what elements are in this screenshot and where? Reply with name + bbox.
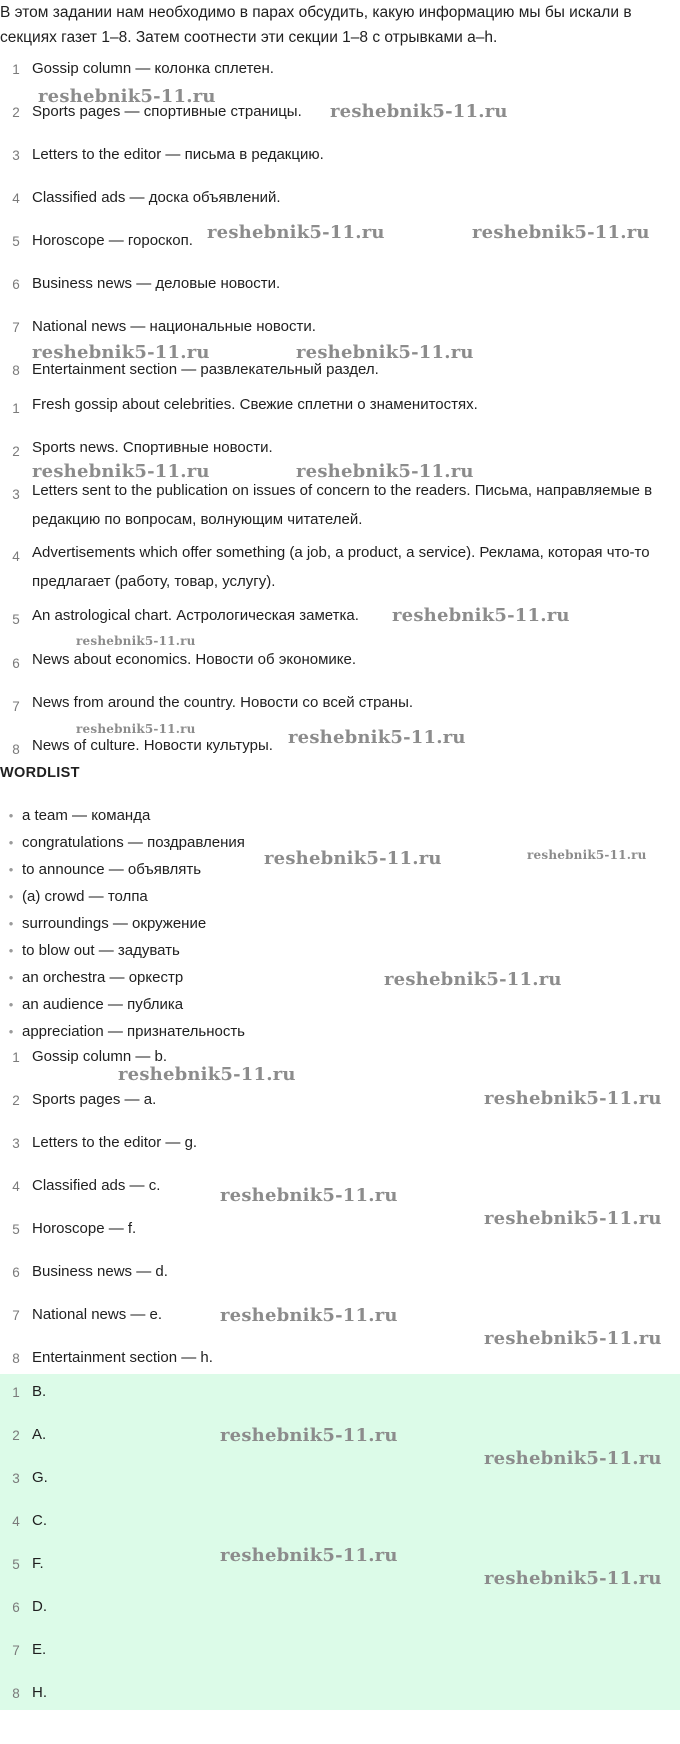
bullet-icon: • (8, 997, 14, 1012)
watermark: reshebnik5-11.ru (32, 461, 210, 482)
watermark: reshebnik5-11.ru (118, 1064, 296, 1085)
item-number: 3 (12, 148, 20, 163)
item-number: 4 (12, 549, 20, 564)
list-item (0, 991, 680, 1018)
item-text: Horoscope — гороскоп. (32, 232, 193, 249)
list-item (0, 1018, 680, 1045)
word-entry: (a) crowd — толпа (22, 888, 148, 905)
watermark: reshebnik5-11.ru (76, 634, 196, 648)
item-text: An astrological chart. Астрологическая заметка. (32, 607, 359, 624)
item-text: Sports pages — спортивные страницы. (32, 103, 302, 120)
word-entry: to blow out — задувать (22, 942, 180, 959)
watermark: reshebnik5-11.ru (296, 342, 474, 363)
item-text: H. (32, 1684, 47, 1701)
item-text: Sports news. Спортивные новости. (32, 439, 273, 456)
item-text: News of culture. Новости культуры. (32, 737, 273, 754)
watermark: reshebnik5-11.ru (527, 848, 647, 862)
item-number: 7 (12, 320, 20, 335)
definition-list (0, 390, 680, 761)
item-number: 2 (12, 1428, 20, 1443)
word-entry: an audience — публика (22, 996, 184, 1013)
wordlist-heading: WORDLIST (0, 765, 80, 781)
item-text: B. (32, 1383, 47, 1400)
item-text: Entertainment section — h. (32, 1349, 213, 1366)
list-item (0, 476, 680, 538)
item-text: Classified ads — доска объявлений. (32, 189, 281, 206)
watermark: reshebnik5-11.ru (392, 605, 570, 626)
watermark: reshebnik5-11.ru (220, 1545, 398, 1566)
list-item (0, 538, 680, 601)
list-item (0, 802, 680, 829)
item-number: 7 (12, 699, 20, 714)
bullet-icon: • (8, 1024, 14, 1039)
list-item (0, 1132, 680, 1175)
word-entry: appreciation — признательность (22, 1023, 246, 1040)
item-number: 1 (12, 1385, 20, 1400)
item-number: 2 (12, 1093, 20, 1108)
wordlist (0, 802, 680, 1045)
bullet-icon: • (8, 889, 14, 904)
list-item (0, 1261, 680, 1304)
watermark: reshebnik5-11.ru (32, 342, 210, 363)
watermark: reshebnik5-11.ru (384, 969, 562, 990)
item-text: A. (32, 1426, 47, 1443)
item-text: Business news — d. (32, 1263, 168, 1280)
item-number: 8 (12, 363, 20, 378)
list-item (0, 937, 680, 964)
list-item (0, 1639, 680, 1682)
item-text: C. (32, 1512, 47, 1529)
item-text: G. (32, 1469, 48, 1486)
bullet-icon: • (8, 862, 14, 877)
watermark: reshebnik5-11.ru (484, 1088, 662, 1109)
watermark: reshebnik5-11.ru (38, 86, 216, 107)
item-number: 6 (12, 1600, 20, 1615)
item-number: 5 (12, 1222, 20, 1237)
item-text: Advertisements which offer something (a job, a product, a service). Реклама, которая что-то предлагает (работу, товар, услугу). (32, 544, 650, 590)
item-number: 4 (12, 191, 20, 206)
item-text: Entertainment section — развлекательный раздел. (32, 361, 379, 378)
item-number: 1 (12, 401, 20, 416)
item-number: 1 (12, 62, 20, 77)
list-item (0, 390, 680, 433)
item-text: Letters sent to the publication on issues of concern to the readers. Письма, направляемые в редакцию по вопросам, волнующим читателей. (32, 482, 653, 528)
item-text: Gossip column — b. (32, 1048, 168, 1065)
item-text: National news — e. (32, 1306, 163, 1323)
item-number: 2 (12, 444, 20, 459)
list-item (0, 1046, 680, 1089)
word-entry: a team — команда (22, 807, 151, 824)
watermark: reshebnik5-11.ru (207, 222, 385, 243)
bullet-icon: • (8, 808, 14, 823)
list-item (0, 883, 680, 910)
item-number: 4 (12, 1179, 20, 1194)
list-item (0, 144, 680, 187)
list-item (0, 910, 680, 937)
watermark: reshebnik5-11.ru (330, 101, 508, 122)
watermark: reshebnik5-11.ru (264, 848, 442, 869)
bullet-icon: • (8, 943, 14, 958)
item-text: E. (32, 1641, 47, 1658)
bullet-icon: • (8, 970, 14, 985)
item-number: 8 (12, 742, 20, 757)
word-entry: congratulations — поздравления (22, 834, 245, 851)
word-entry: to announce — объявлять (22, 861, 202, 878)
item-text: News about economics. Новости об экономике. (32, 651, 357, 668)
item-number: 3 (12, 1471, 20, 1486)
item-text: Gossip column — колонка сплетен. (32, 60, 274, 77)
item-number: 4 (12, 1514, 20, 1529)
item-number: 6 (12, 1265, 20, 1280)
watermark: reshebnik5-11.ru (220, 1185, 398, 1206)
item-number: 7 (12, 1643, 20, 1658)
item-text: Fresh gossip about celebrities. Свежие сплетни о знаменитостях. (32, 396, 478, 413)
item-number: 6 (12, 277, 20, 292)
item-text: Letters to the editor — письма в редакцию. (32, 146, 324, 163)
word-entry: an orchestra — оркестр (22, 969, 184, 986)
item-number: 6 (12, 656, 20, 671)
watermark: reshebnik5-11.ru (296, 461, 474, 482)
watermark: reshebnik5-11.ru (220, 1305, 398, 1326)
item-text: Horoscope — f. (32, 1220, 137, 1237)
list-item (0, 1596, 680, 1639)
item-number: 3 (12, 487, 20, 502)
item-number: 7 (12, 1308, 20, 1323)
list-item (0, 273, 680, 316)
item-number: 5 (12, 1557, 20, 1572)
list-item (0, 1381, 680, 1424)
item-number: 5 (12, 612, 20, 627)
item-number: 3 (12, 1136, 20, 1151)
bullet-icon: • (8, 835, 14, 850)
watermark: reshebnik5-11.ru (484, 1568, 662, 1589)
watermark: reshebnik5-11.ru (484, 1448, 662, 1469)
item-number: 5 (12, 234, 20, 249)
item-text: Business news — деловые новости. (32, 275, 281, 292)
watermark: reshebnik5-11.ru (76, 722, 196, 736)
list-item (0, 645, 680, 688)
watermark: reshebnik5-11.ru (288, 727, 466, 748)
word-entry: surroundings — окружение (22, 915, 207, 932)
item-text: D. (32, 1598, 47, 1615)
list-item (0, 1467, 680, 1510)
item-number: 8 (12, 1351, 20, 1366)
watermark: reshebnik5-11.ru (484, 1328, 662, 1349)
watermark: reshebnik5-11.ru (484, 1208, 662, 1229)
item-text: Letters to the editor — g. (32, 1134, 198, 1151)
bullet-icon: • (8, 916, 14, 931)
watermark: reshebnik5-11.ru (472, 222, 650, 243)
watermark: reshebnik5-11.ru (220, 1425, 398, 1446)
item-text: Classified ads — c. (32, 1177, 161, 1194)
item-text: National news — национальные новости. (32, 318, 316, 335)
item-text: News from around the country. Новости со всей страны. (32, 694, 414, 711)
list-item (0, 1682, 680, 1725)
item-number: 8 (12, 1686, 20, 1701)
item-number: 1 (12, 1050, 20, 1065)
list-item (0, 964, 680, 991)
item-number: 2 (12, 105, 20, 120)
intro-paragraph: В этом задании нам необходимо в парах обсудить, какую информацию мы бы искали в секциях газет 1–8. Затем соотнести эти секции 1–8 с отрывками a–h. (0, 4, 632, 46)
item-text: Sports pages — a. (32, 1091, 157, 1108)
item-text: F. (32, 1555, 44, 1572)
